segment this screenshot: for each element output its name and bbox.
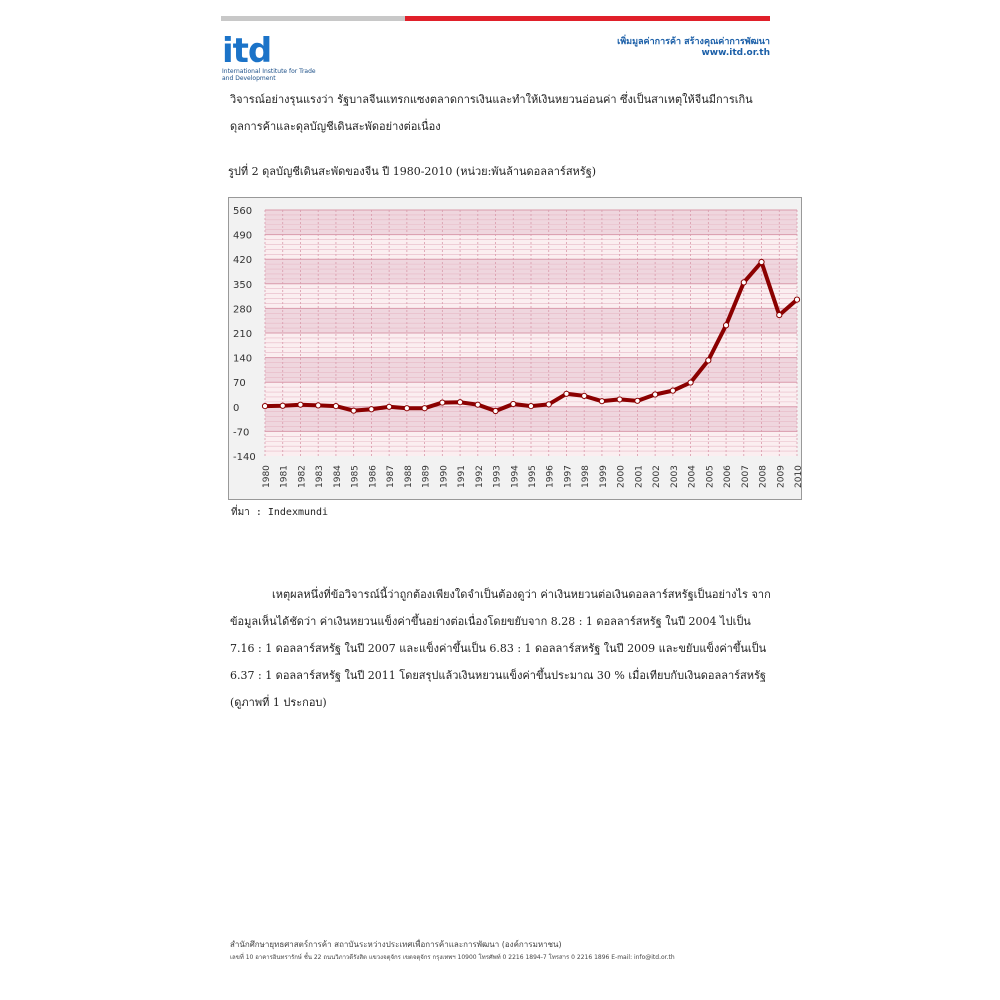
x-tick-label: 2007 [740,465,751,488]
data-point [475,402,480,407]
footer-line-1: สำนักศึกษายุทธศาสตร์การค้า สถาบันระหว่างประเทศเพื่อการค้าและการพัฒนา (องค์การมหาชน) [230,940,562,949]
x-tick-label: 1994 [510,465,521,488]
x-tick-label: 2004 [687,465,698,488]
data-point [493,408,498,413]
data-point [351,408,356,413]
y-tick-label: 210 [233,329,253,340]
header-website: www.itd.or.th [701,48,770,58]
data-point [511,401,516,406]
data-point [457,400,462,405]
x-tick-label: 1985 [350,465,361,488]
x-tick-label: 2008 [758,465,769,488]
chart-x-tick-labels [262,465,804,488]
header-rule-red [405,16,770,21]
header-tagline-thai: เพิ่มมูลค่าการค้า สร้างคุณค่าการพัฒนา [617,37,770,47]
x-tick-label: 1990 [439,465,450,488]
data-point [635,398,640,403]
itd-logo [222,31,322,84]
page-footer [230,938,770,964]
x-tick-label: 1989 [421,465,432,488]
y-tick-label: 560 [233,206,253,217]
data-point [422,406,427,411]
x-tick-label: 1992 [474,465,485,488]
paragraph-2: เหตุผลหนึ่งที่ข้อวิจารณ์นี้ว่าถูกต้องเพียงใดจำเป็นต้องดูว่า ค่าเงินหยวนต่อเงินดอลลาร์สหรัฐเป็นอย่างไร จากข้อมูลเห็นได้ชัดว่า ค่าเงินหยวนแข็งค่าขึ้นอย่างต่อเนื่องโดยขยับจาก 8.28 : 1 ดอลลาร์สหรัฐ ในปี 2004 ไปเป็น 7.16 : 1 ดอลลาร์สหรัฐ ในปี 2007 และแข็งค่าขึ้นเป็น 6.83 : 1 ดอลลาร์สหรัฐ ในปี 2009 และขยับแข็งค่าขึ้นเป็น 6.37 : 1 ดอลลาร์สหรัฐ ในปี 2011 โดยสรุปแล้วเงินหยวนแข็งค่าขึ้นประมาณ 30 % เมื่อเทียบกับเงินดอลลาร์สหรัฐ (ดูภาพที่ 1 ประกอบ) [230,588,771,709]
paragraph-1: วิจารณ์อย่างรุนแรงว่า รัฐบาลจีนแทรกแซงตลาดการเงินและทำให้เงินหยวนอ่อนค่า ซึ่งเป็นสาเหตุให้จีนมีการเกินดุลการค้าและดุลบัญชีเดินสะพัดอย่างต่อเนื่อง [230,93,753,133]
x-tick-label: 1991 [457,465,468,488]
x-tick-label: 1995 [528,465,538,488]
y-tick-label: -70 [233,427,250,439]
data-point [262,403,267,408]
x-tick-label: 2010 [794,465,804,488]
x-tick-label: 1999 [598,465,609,488]
data-point [369,407,374,412]
data-point [528,403,533,408]
x-tick-label: 1981 [279,465,290,488]
x-tick-label: 1993 [492,465,503,488]
x-tick-label: 1986 [368,465,379,488]
data-point [298,402,303,407]
x-tick-label: 1987 [386,465,397,488]
chart-svg [229,198,804,499]
data-point [759,259,764,264]
y-tick-label: 70 [233,378,246,390]
data-point [723,323,728,328]
data-point [777,312,782,317]
y-tick-label: 490 [233,230,253,242]
data-point [387,404,392,409]
y-tick-label: 280 [233,304,253,316]
chart-y-tick-labels [233,206,256,463]
footer-line-2: เลขที่ 10 อาคารอินทรารักษ์ ชั้น 22 ถนนวิภาวดีรังสิต แขวงจตุจักร เขตจตุจักร กรุงเทพฯ 10900 โทรศัพท์ 0 2216 1894-7 โทรสาร 0 2216 1896 E-mail: info@itd.or.th [230,954,675,961]
logo-text: itd [222,31,272,71]
x-tick-label: 1988 [403,465,414,488]
y-tick-label: 350 [233,279,253,291]
x-tick-label: 1997 [563,465,574,488]
data-point [599,399,604,404]
data-point [706,358,711,363]
header-tagline [617,34,770,58]
x-tick-label: 2003 [669,465,680,488]
data-point [670,388,675,393]
x-tick-label: 2002 [652,465,663,488]
y-tick-label: 0 [233,402,240,414]
data-point [564,391,569,396]
data-point [280,403,285,408]
data-point [546,402,551,407]
grid-band [265,308,797,333]
x-tick-label: 1980 [262,465,272,488]
data-point [617,397,622,402]
x-tick-label: 1996 [545,465,556,488]
figure-source: ที่มา : Indexmundi [231,507,329,518]
x-tick-label: 2006 [723,465,734,488]
x-tick-label: 1998 [581,465,592,488]
x-tick-label: 2000 [616,465,627,488]
x-tick-label: 2001 [634,465,645,488]
data-point [440,400,445,405]
x-tick-label: 2009 [776,465,787,488]
data-point [653,392,658,397]
data-point [688,380,693,385]
x-tick-label: 1984 [332,465,343,488]
data-point [404,406,409,411]
data-point [316,403,321,408]
y-tick-label: 140 [233,353,253,365]
y-tick-label: -140 [233,452,256,463]
x-tick-label: 1982 [297,465,308,488]
data-point [794,297,799,302]
header-rule-grey [221,16,405,21]
x-tick-label: 1983 [315,465,326,488]
data-point [582,393,587,398]
y-tick-label: 420 [233,255,253,267]
current-account-chart [228,197,802,500]
x-tick-label: 2005 [705,465,716,488]
data-point [333,403,338,408]
header-rule [221,16,770,21]
data-point [741,280,746,285]
logo-subtitle: International Institute for Trade and Development [222,68,316,82]
figure-caption: รูปที่ 2 ดุลบัญชีเดินสะพัดของจีน ปี 1980-2010 (หน่วย:พันล้านดอลลาร์สหรัฐ) [228,165,597,178]
